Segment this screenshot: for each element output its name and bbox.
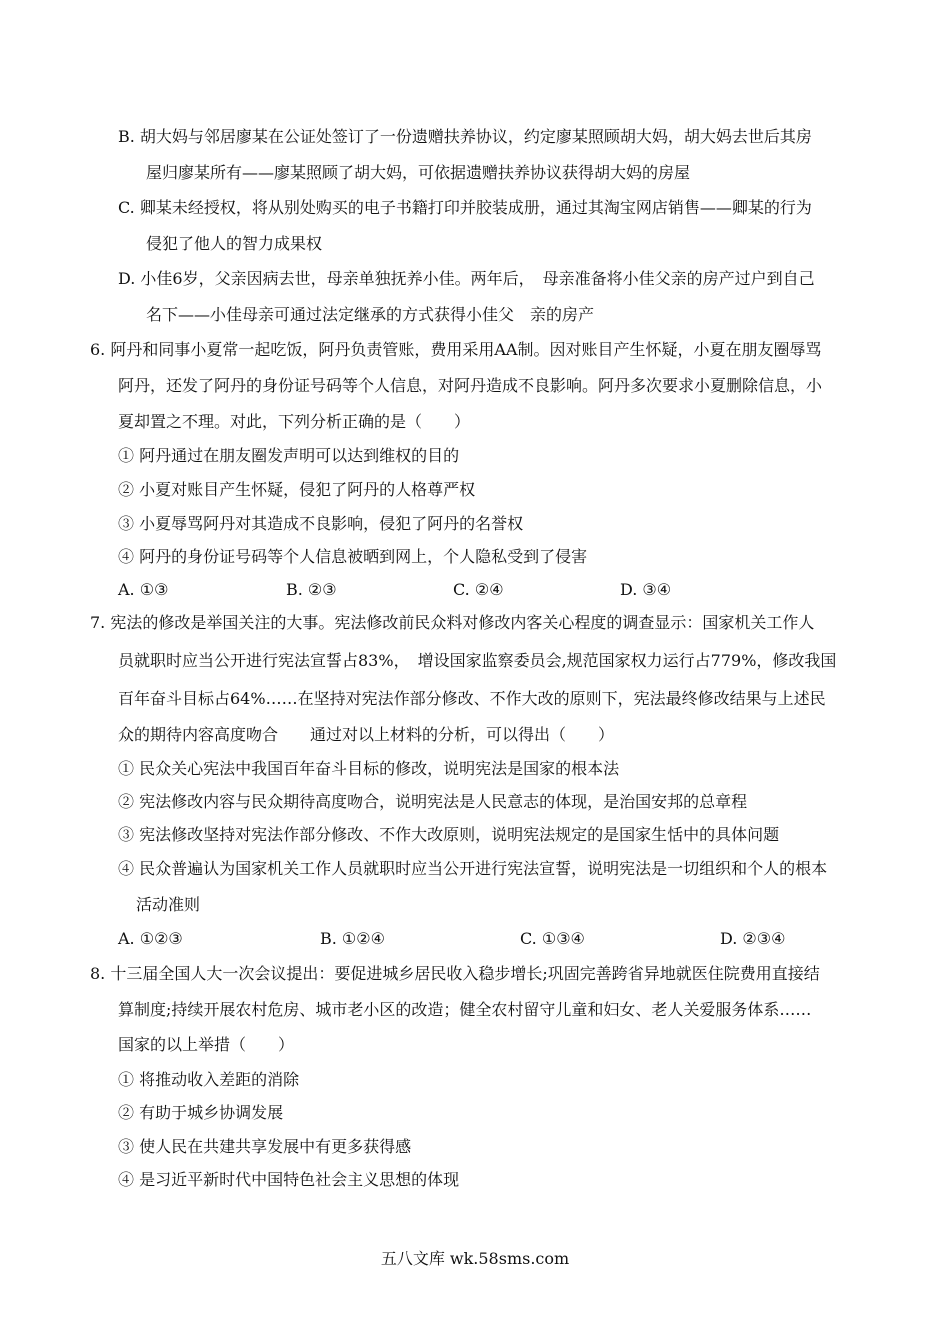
q8-stem-line2: 算制度;持续开展农村危房、城市老小区的改造；健全农村留守儿童和妇女、老人关爱服务体系……	[118, 1000, 812, 1019]
q7-stem-line1: 7. 宪法的修改是举国关注的大事。宪法修改前民众料对修改内客关心程度的调查显示：国家机关工作人	[90, 613, 815, 632]
q7-item-2: ② 宪法修改内容与民众期待高度吻合，说明宪法是人民意志的体现，是治国安邦的总章程	[118, 792, 748, 811]
q8-item-1: ① 将推动收入差距的消除	[118, 1070, 300, 1089]
q7-stem-line2: 员就职时应当公开进行宪法宣誓占83%， 增设国家监察委员会,规范国家权力运行占779%，修改我国	[118, 651, 837, 670]
q5-option-c-line2: 侵犯了他人的智力成果权	[146, 234, 323, 253]
q6-option-a: A. ①③	[118, 580, 169, 599]
q8-item-4: ④ 是习近平新时代中国特色社会主义思想的体现	[118, 1170, 460, 1189]
q7-item-4-line2: 活动准则	[136, 895, 201, 914]
q8-item-2: ② 有助于城乡协调发展	[118, 1103, 284, 1122]
q6-item-3: ③ 小夏辱骂阿丹对其造成不良影响，侵犯了阿丹的名誉权	[118, 514, 524, 533]
q5-option-c-line1: C. 卿某未经授权，将从别处购买的电子书籍打印并胶装成册，通过其淘宝网店销售——卿某的行为	[118, 198, 812, 217]
q6-item-1: ① 阿丹通过在朋友圈发声明可以达到维权的目的	[118, 446, 460, 465]
q7-option-a: A. ①②③	[118, 929, 183, 948]
q6-item-2: ② 小夏对账目产生怀疑，侵犯了阿丹的人格尊严权	[118, 480, 476, 499]
q7-stem-line4: 众的期待内容高度吻合 通过对以上材料的分析，可以得出（ ）	[118, 725, 615, 744]
page-footer: 五八文库 wk.58sms.com	[380, 1249, 570, 1268]
q5-option-b-line2: 屋归廖某所有——廖某照顾了胡大妈，可依据遗赠扶养协议获得胡大妈的房屋	[146, 163, 691, 182]
q6-option-c: C. ②④	[453, 580, 504, 599]
q8-stem-line1: 8. 十三届全国人大一次会议提出：要促进城乡居民收入稳步增长;巩固完善跨省异地就医住院费用直接结	[90, 964, 820, 983]
q8-stem-line3: 国家的以上举措（ ）	[118, 1035, 295, 1054]
q6-stem-line2: 阿丹，还发了阿丹的身份证号码等个人信息，对阿丹造成不良影响。阿丹多次要求小夏删除信息，小	[118, 376, 823, 395]
q5-option-b-line1: B. 胡大妈与邻居廖某在公证处签订了一份遗赠扶养协议，约定廖某照顾胡大妈，胡大妈去世后其房	[118, 127, 812, 146]
q7-option-d: D. ②③④	[720, 929, 786, 948]
q6-option-d: D. ③④	[620, 580, 672, 599]
q8-item-3: ③ 使人民在共建共享发展中有更多获得感	[118, 1137, 412, 1156]
q7-stem-line3: 百年奋斗目标占64%……在坚持对宪法作部分修改、不作大改的原则下，宪法最终修改结果与上述民	[118, 689, 826, 708]
q5-option-d-line2: 名下——小佳母亲可通过法定继承的方式获得小佳父 亲的房产	[146, 305, 595, 324]
q6-stem-line3: 夏却置之不理。对此，下列分析正确的是（ ）	[118, 412, 471, 431]
q5-option-d-line1: D. 小佳6岁，父亲因病去世，母亲单独抚养小佳。两年后， 母亲准备将小佳父亲的房产过户到自己	[118, 269, 815, 288]
q7-item-1: ① 民众关心宪法中我国百年奋斗目标的修改，说明宪法是国家的根本法	[118, 759, 620, 778]
q7-item-3: ③ 宪法修改坚持对宪法作部分修改、不作大改原则，说明宪法规定的是国家生恬中的具体问题	[118, 825, 780, 844]
q6-item-4: ④ 阿丹的身份证号码等个人信息被晒到网上，个人隐私受到了侵害	[118, 547, 588, 566]
q6-option-b: B. ②③	[286, 580, 337, 599]
q7-option-c: C. ①③④	[520, 929, 585, 948]
q6-stem-line1: 6. 阿丹和同事小夏常一起吃饭，阿丹负责管账，费用采用AA制。因对账目产生怀疑，小夏在朋友圈辱骂	[90, 340, 822, 359]
q7-option-b: B. ①②④	[320, 929, 385, 948]
q7-item-4-line1: ④ 民众普遍认为国家机关工作人员就职时应当公开进行宪法宣誓，说明宪法是一切组织和个人的根本	[118, 859, 828, 878]
